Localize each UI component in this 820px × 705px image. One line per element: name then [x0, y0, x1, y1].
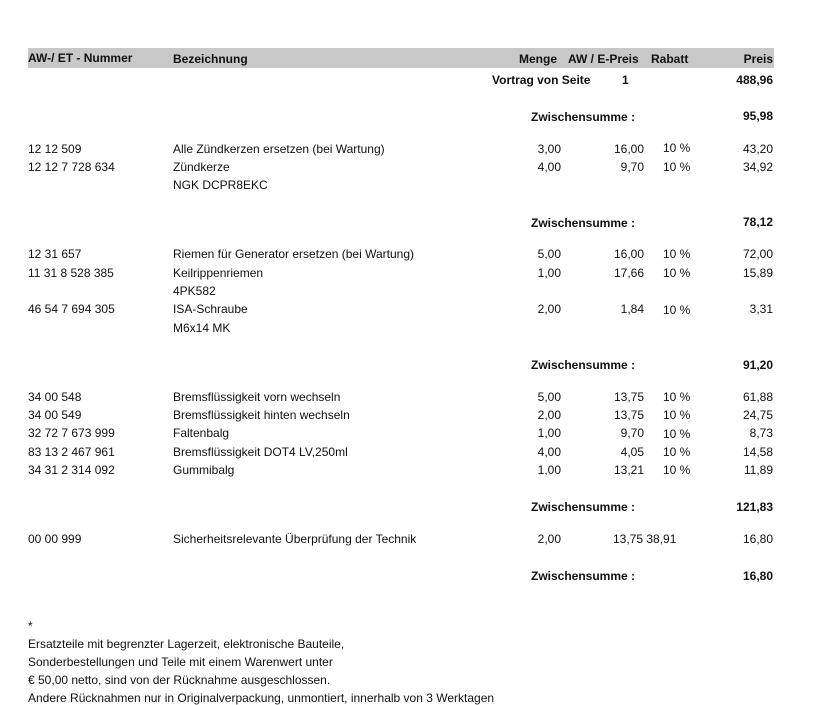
item-discount: 10 % [663, 303, 691, 317]
item-description: 4PK582 [173, 284, 216, 298]
item-description: Riemen für Generator ersetzen (bei Wartung) [173, 247, 414, 261]
footnote-line: Ersatzteile mit begrenzter Lagerzeit, elektronische Bauteile, [28, 637, 345, 651]
subtotal-value: 121,83 [736, 500, 773, 514]
part-number: 32 72 7 673 999 [28, 426, 115, 440]
item-unit-price: 16,00 [613, 247, 644, 261]
item-price: 16,80 [742, 532, 773, 546]
footnote-mark: * [28, 619, 33, 633]
item-quantity: 1,00 [537, 463, 561, 477]
item-price: 72,00 [742, 247, 773, 261]
item-description: Faltenbalg [173, 426, 230, 440]
carry-over-page: 1 [622, 73, 629, 87]
item-quantity: 5,00 [537, 247, 561, 261]
item-price: 43,20 [742, 142, 773, 156]
footnote-line: Sonderbestellungen und Teile mit einem Warenwert unter [28, 655, 333, 669]
item-description: Zündkerze [173, 160, 230, 174]
item-discount: 10 % [663, 445, 691, 459]
item-description: M6x14 MK [173, 321, 231, 335]
item-discount: 10 % [663, 160, 691, 174]
subtotal-label: Zwischensumme : [531, 569, 636, 583]
item-discount: 10 % [663, 141, 691, 155]
item-quantity: 4,00 [537, 160, 561, 174]
item-discount: 10 % [663, 266, 691, 280]
item-discount: 10 % [663, 427, 691, 441]
item-price: 34,92 [742, 160, 773, 174]
item-unit-price: 4,05 [620, 445, 644, 459]
part-number: 11 31 8 528 385 [28, 266, 114, 280]
item-quantity: 1,00 [537, 266, 561, 280]
header-quantity: Menge [519, 52, 558, 66]
footnote-line: Andere Rücknahmen nur in Originalverpackung, unmontiert, innerhalb von 3 Werktagen [28, 691, 495, 705]
item-quantity: 2,00 [537, 532, 561, 546]
item-description: ISA-Schraube [173, 302, 248, 316]
item-price: 3,31 [749, 302, 773, 316]
subtotal-value: 78,12 [742, 215, 773, 229]
item-price: 24,75 [742, 408, 773, 422]
subtotal-label: Zwischensumme : [531, 216, 636, 230]
part-number: 12 12 509 [28, 142, 82, 156]
item-quantity: 4,00 [537, 445, 561, 459]
item-discount: 10 % [663, 390, 691, 404]
subtotal-value: 91,20 [742, 358, 773, 372]
item-price: 61,88 [742, 390, 773, 404]
part-number: 00 00 999 [28, 532, 82, 546]
subtotal-value: 16,80 [742, 569, 773, 583]
item-price: 11,89 [743, 463, 773, 477]
header-price: Preis [743, 52, 773, 66]
part-number: 12 12 7 728 634 [28, 160, 115, 174]
item-description: Gummibalg [173, 463, 235, 477]
item-unit-price: 13,21 [613, 463, 644, 477]
item-description: Keilrippenriemen [173, 266, 264, 280]
part-number: 83 13 2 467 961 [28, 445, 115, 459]
item-unit-price: 17,66 [613, 266, 644, 280]
part-number: 46 54 7 694 305 [28, 302, 115, 316]
item-unit-price: 16,00 [613, 142, 644, 156]
subtotal-label: Zwischensumme : [531, 500, 636, 514]
item-description: NGK DCPR8EKC [173, 178, 268, 192]
item-unit-price: 13,75 [613, 408, 644, 422]
item-price: 8,73 [749, 426, 773, 440]
item-description: Alle Zündkerzen ersetzen (bei Wartung) [173, 142, 385, 156]
carry-over-label: Vortrag von Seite [492, 73, 591, 87]
header-unit-price: AW / E-Preis [568, 52, 639, 66]
item-quantity: 1,00 [537, 426, 561, 440]
part-number: 34 00 548 [28, 390, 82, 404]
footnote-line: € 50,00 netto, sind von der Rücknahme ausgeschlossen. [28, 673, 331, 687]
item-discount: 10 % [663, 408, 691, 422]
item-description: Bremsflüssigkeit DOT4 LV,250ml [173, 445, 348, 459]
item-quantity: 2,00 [537, 408, 561, 422]
item-discount: 10 % [663, 247, 691, 261]
item-price: 15,89 [742, 266, 773, 280]
item-unit-price: 9,70 [620, 426, 644, 440]
header-discount: Rabatt [651, 52, 689, 66]
header-description: Bezeichnung [173, 52, 248, 66]
item-description: Sicherheitsrelevante Überprüfung der Technik [173, 532, 417, 546]
carry-over-amount: 488,96 [736, 73, 773, 87]
item-discount: 10 % [663, 463, 691, 477]
part-number: 34 31 2 314 092 [28, 463, 115, 477]
item-description: Bremsflüssigkeit hinten wechseln [173, 408, 350, 422]
header-number: AW-/ ET - Nummer [28, 51, 133, 65]
item-description: Bremsflüssigkeit vorn wechseln [173, 390, 341, 404]
part-number: 34 00 549 [28, 408, 82, 422]
subtotal-value: 95,98 [742, 109, 773, 123]
item-quantity: 2,00 [537, 302, 561, 316]
subtotal-label: Zwischensumme : [531, 358, 636, 372]
item-unit-price: 13,75 [613, 390, 644, 404]
item-unit-price: 1,84 [620, 302, 644, 316]
item-unit-price: 9,70 [620, 160, 644, 174]
item-quantity: 5,00 [537, 390, 561, 404]
part-number: 12 31 657 [28, 247, 82, 261]
item-price: 14,58 [742, 445, 773, 459]
subtotal-label: Zwischensumme : [531, 110, 636, 124]
item-unit-price: 13,75 38,91 [613, 532, 677, 546]
item-quantity: 3,00 [537, 142, 561, 156]
